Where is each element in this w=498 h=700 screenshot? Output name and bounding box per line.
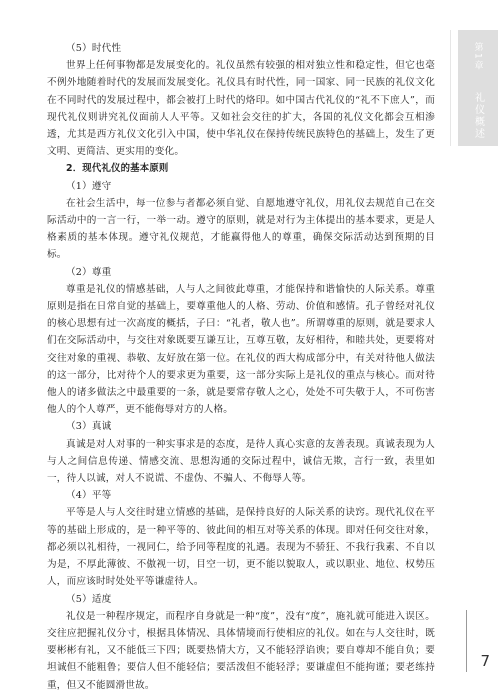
heading-timeliness: （5）时代性 <box>66 43 122 54</box>
paragraph-sincerity: 真诚是对人对事的一种实事求是的态度，是待人真心实意的友善表现。真诚表现为人与人之间信息传递、情感交流、思想沟通的交际过程中，诚信无欺，言行一致，表里如一，待人以诚，对人不说谎、不虚伪、不骗人、不侮辱人等。 <box>47 438 435 485</box>
heading-equality: （4）平等 <box>66 490 112 502</box>
paragraph-compliance: 在社会生活中，每一位参与者都必须自觉、自愿地遵守礼仪，用礼仪去规范自己在交际活动中的一言一行，一举一动。遵守的原则，就是对行为主体提出的基本要求，更是人格素质的基本体现。遵守礼仪规范，才能赢得他人的尊重，确保交际活动达到预期的目标。 <box>47 197 435 261</box>
page-number-divider <box>466 610 467 672</box>
paragraph-moderation: 礼仪是一种程序规定，而程序自身就是一种“度”，没有“度”，施礼就可能进入误区。交往应把握礼仪分寸，根据具体情况、具体情境而行使相应的礼仪。如在与人交往时，既要彬彬有礼，又不能低三下四；既要热情大方，又不能轻浮谄谀；要自尊却不能自负；要坦诚但不能粗鲁；要信人但不能轻信；要活泼但不能轻浮；要谦虚但不能拘谨；要老练持重，但又不能圆滑世故。 <box>47 610 435 691</box>
paragraph-timeliness: 世界上任何事物都是发展变化的。礼仪虽然有较强的相对独立性和稳定性，但它也毫不例外地随着时代的发展而发展变化。礼仪具有时代性，同一国家、同一民族的礼仪文化在不同时代的发展过程中，都会被打上时代的烙印。如中国古代礼仪的“礼不下庶人”，而现代礼仪则讲究礼仪面前人人平等。又如社会交往的扩大，各国的礼仪文化都会互相渗透，尤其是西方礼仪文化引入中国，使中华礼仪在保持传统民族特色的基础上，发生了更文明、更简洁、更实用的变化。 <box>47 60 435 158</box>
chapter-number: 第1章 <box>472 42 483 72</box>
side-divider <box>450 30 451 146</box>
heading-moderation: （5）适度 <box>66 593 112 605</box>
heading-sincerity: （3）真诚 <box>66 421 112 433</box>
chapter-side-tab <box>458 30 498 146</box>
page-number: 7 <box>480 652 490 670</box>
section-heading-principles: 2．现代礼仪的基本原则 <box>66 163 169 175</box>
chapter-title: 礼仪概述 <box>472 92 484 140</box>
paragraph-equality: 平等是人与人交往时建立情感的基础，是保持良好的人际关系的诀窍。现代礼仪在平等的基础上形成的，是一种平等的、彼此间的相互对等关系的体现。即对任何交往对象，都必须以礼相待，一视同仁，给予同等程度的礼遇。表现为不骄狂、不我行我素、不自以为是，不厚此薄彼、不傲视一切，目空一切，更不能以貌取人，或以职业、地位、权势压人，而应该时时处处平等谦虚待人。 <box>47 507 435 588</box>
heading-respect: （2）尊重 <box>66 266 112 278</box>
paragraph-respect: 尊重是礼仪的情感基础，人与人之间彼此尊重，才能保持和谐愉快的人际关系。尊重原则是指在日常自觉的基础上，要尊重他人的人格、劳动、价值和感情。孔子曾经对礼仪的核心思想有过一次高度的概括，子曰：“礼者，敬人也”。所谓尊重的原则，就是要求人们在交际活动中，与交往对象既要互谦互让，互尊互敬，友好相待，和睦共处，更要将对交往对象的重视、恭敬、友好放在第一位。在礼仪的西大构成部分中，有关对待他人做法的这一部分，比对待个人的要求更为重要，这一部分实际上是礼仪的重点与核心。而对待他人的诸多做法之中最重要的一条，就是要常存敬人之心，处处不可失敬于人，不可伤害他人的个人尊严，更不能侮辱对方的人格。 <box>47 283 435 416</box>
heading-compliance: （1）遵守 <box>66 180 112 192</box>
page-body <box>47 40 435 694</box>
